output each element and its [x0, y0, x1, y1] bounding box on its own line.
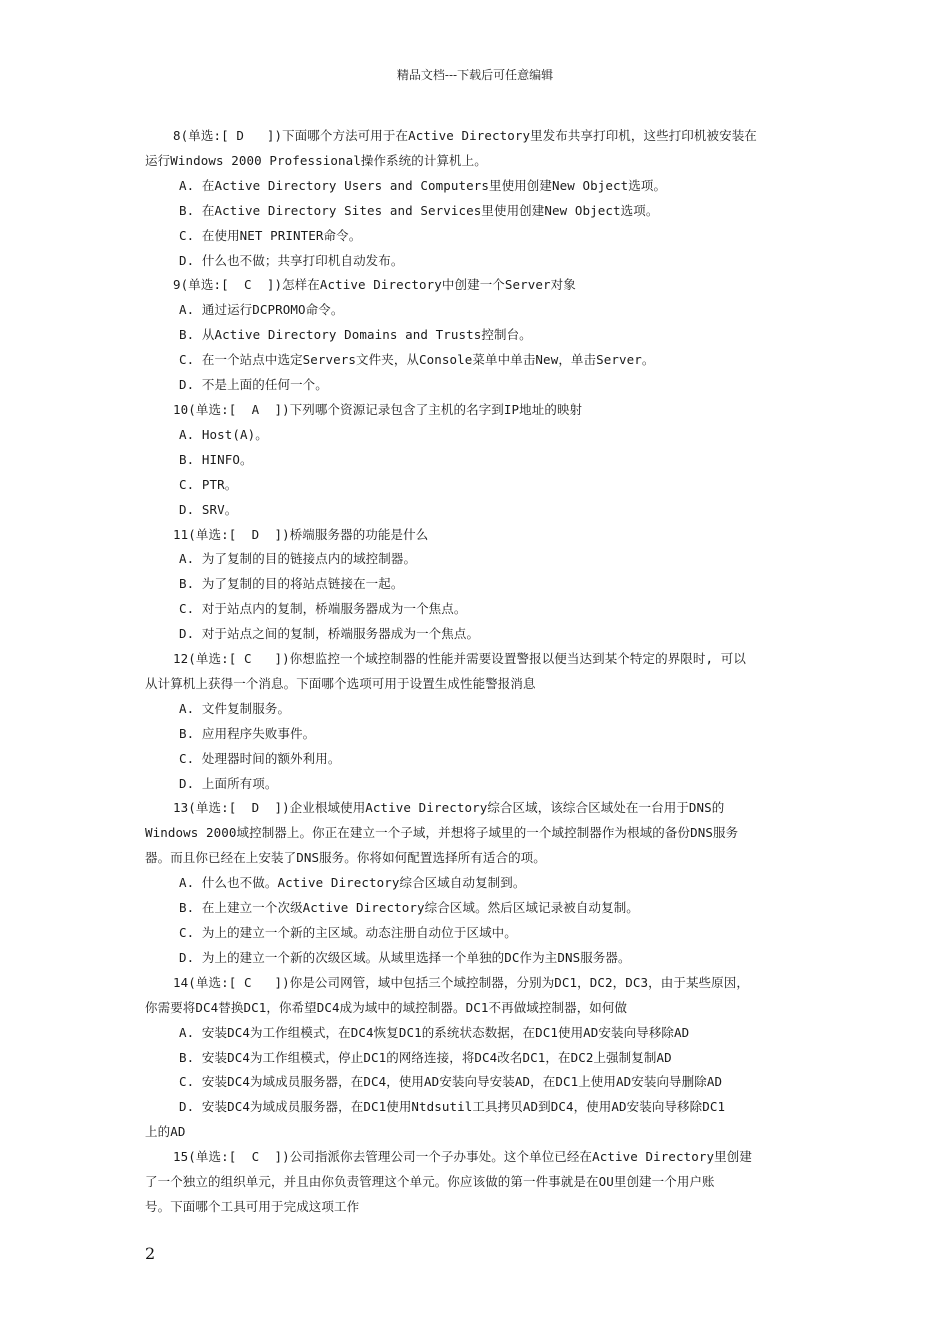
answer-option: C. 对于站点内的复制，桥端服务器成为一个焦点。: [179, 601, 467, 617]
answer-option: D. 上面所有项。: [179, 775, 278, 791]
answer-option: D. 什么也不做；共享打印机自动发布。: [179, 252, 404, 268]
question-continuation: 上的AD: [145, 1124, 186, 1140]
answer-option: D. 为上的建立一个新的次级区域。从域里选择一个单独的DC作为主DNS服务器。: [179, 949, 631, 965]
question-continuation: 你需要将DC4替换DC1，你希望DC4成为域中的域控制器。DC1不再做域控制器，如何做: [145, 999, 628, 1015]
question-text: 12(单选:[ C ])你想监控一个域控制器的性能并需要设置警报以便当达到某个特定的界限时, 可以: [173, 651, 746, 667]
question-text: 9(单选:[ C ])怎样在Active Directory中创建一个Server对象: [173, 277, 576, 293]
question-text: 14(单选:[ C ])你是公司网管，域中包括三个域控制器，分别为DC1，DC2，DC3，由于某些原因，: [173, 974, 749, 990]
answer-option: D. 安装DC4为域成员服务器，在DC1使用Ntdsutil工具拷贝AD到DC4，使用AD安装向导移除DC1: [179, 1099, 726, 1115]
answer-option: C. 处理器时间的额外利用。: [179, 750, 341, 766]
answer-option: D. 对于站点之间的复制，桥端服务器成为一个焦点。: [179, 626, 480, 642]
answer-option: B. 应用程序失败事件。: [179, 725, 316, 741]
answer-option: B. 在上建立一个次级Active Directory综合区域。然后区域记录被自动复制。: [179, 900, 639, 916]
answer-option: A. 安装DC4为工作组模式，在DC4恢复DC1的系统状态数据，在DC1使用AD安装向导移除AD: [179, 1024, 690, 1040]
page-header: 精品文档---下载后可任意编辑: [396, 68, 554, 82]
answer-option: C. PTR。: [179, 476, 238, 492]
question-text: 8(单选:[ D ])下面哪个方法可用于在Active Directory里发布共享打印机，这些打印机被安装在: [173, 128, 757, 143]
answer-option: A. 在Active Directory Users and Computers里使用创建New Object选项。: [179, 177, 667, 193]
answer-option: B. 在Active Directory Sites and Services里使用创建New Object选项。: [179, 202, 659, 218]
answer-option: B. 安装DC4为工作组模式，停止DC1的网络连接，将DC4改名DC1，在DC2上强制复制AD: [179, 1049, 672, 1065]
answer-option: C. 安装DC4为域成员服务器，在DC4，使用AD安装向导安装AD，在DC1上使用AD安装向导删除AD: [179, 1074, 723, 1090]
question-continuation: 运行Windows 2000 Professional操作系统的计算机上。: [145, 152, 487, 168]
question-text: 11(单选:[ D ])桥端服务器的功能是什么: [173, 526, 429, 542]
answer-option: A. 通过运行DCPROMO命令。: [179, 302, 344, 318]
question-continuation: Windows 2000域控制器上。你正在建立一个子域，并想将子域里的一个域控制器作为根域的备份DNS服务: [145, 825, 739, 841]
answer-option: A. 文件复制服务。: [179, 700, 291, 716]
answer-option: B. HINFO。: [179, 451, 253, 467]
answer-option: C. 为上的建立一个新的主区域。动态注册自动位于区域中。: [179, 925, 517, 940]
answer-option: D. SRV。: [179, 501, 238, 517]
page-number: 2: [145, 1244, 156, 1263]
question-continuation: 号。下面哪个工具可用于完成这项工作: [145, 1198, 360, 1214]
question-continuation: 器。而且你已经在上安装了DNS服务。你将如何配置选择所有适合的项。: [145, 850, 546, 866]
answer-option: B. 为了复制的目的将站点链接在一起。: [179, 576, 404, 592]
answer-option: C. 在使用NET PRINTER命令。: [179, 227, 362, 243]
question-text: 10(单选:[ A ])下列哪个资源记录包含了主机的名字到IP地址的映射: [173, 401, 583, 417]
answer-option: A. 为了复制的目的链接点内的域控制器。: [179, 551, 417, 567]
answer-option: C. 在一个站点中选定Servers文件夹，从Console菜单中单击New，单击Server。: [179, 352, 655, 368]
question-continuation: 从计算机上获得一个消息。下面哪个选项可用于设置生成性能警报消息: [145, 675, 536, 691]
question-text: 15(单选:[ C ])公司指派你去管理公司一个子办事处。这个单位已经在Active Directory里创建: [173, 1149, 752, 1165]
answer-option: A. 什么也不做。Active Directory综合区域自动复制到。: [179, 875, 526, 891]
question-continuation: 了一个独立的组织单元，并且由你负责管理这个单元。你应该做的第一件事就是在OU里创建一个用户账: [145, 1174, 715, 1190]
answer-option: D. 不是上面的任何一个。: [179, 377, 328, 393]
question-text: 13(单选:[ D ])企业根域使用Active Directory综合区域，该综合区域处在一台用于DNS的: [173, 800, 725, 816]
answer-option: B. 从Active Directory Domains and Trusts控制台。: [179, 327, 532, 343]
document-body: [145, 124, 810, 1220]
answer-option: A. Host(A)。: [179, 426, 268, 442]
